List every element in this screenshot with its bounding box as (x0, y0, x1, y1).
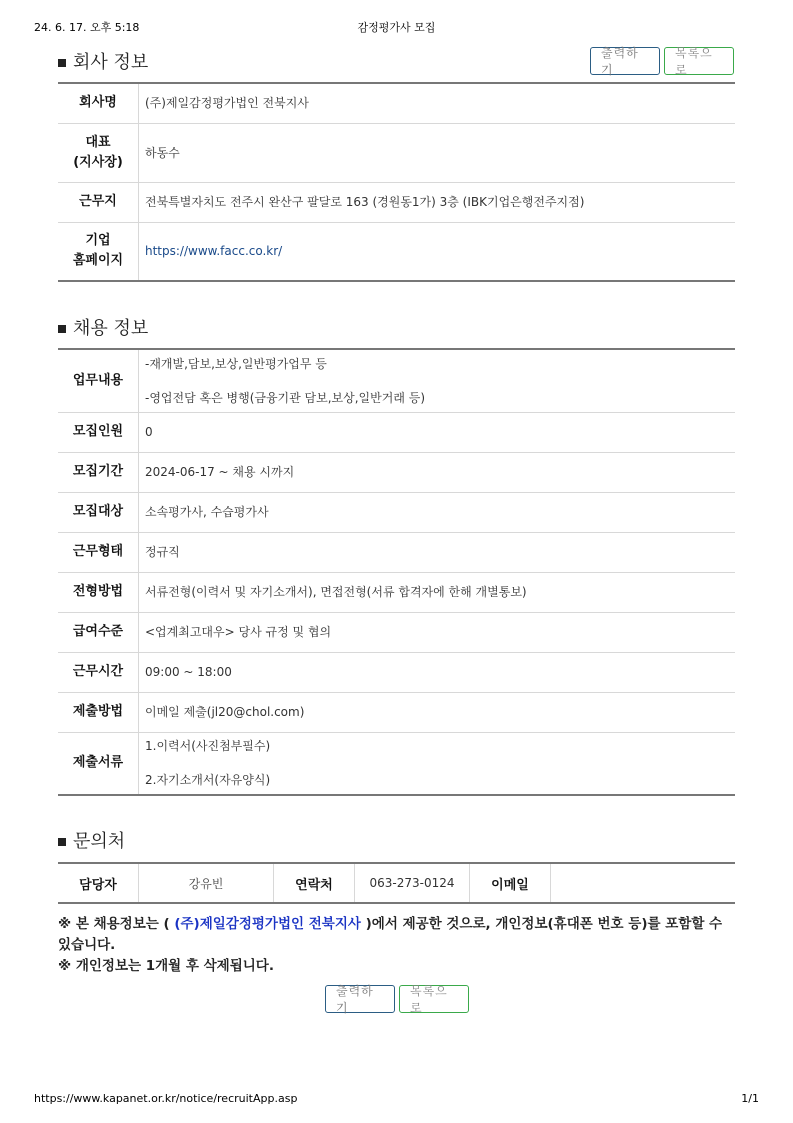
print-button[interactable]: 출력하기 (325, 985, 395, 1013)
recruit-section-title: 채용 정보 (58, 314, 148, 340)
company-section-title: 회사 정보 (58, 48, 148, 74)
list-button[interactable]: 목록으로 (664, 47, 734, 75)
period-value: 2024-06-17 ~ 채용 시까지 (139, 452, 736, 492)
notice-company-name: (주)제일감정평가법인 전북지사 (174, 916, 361, 932)
square-bullet-icon (58, 59, 66, 67)
recruit-row (58, 412, 735, 452)
company-info-table (58, 82, 735, 282)
recruit-row (58, 612, 735, 652)
notice-line-1: ※ 본 채용정보는 ( (주)제일감정평가법인 전북지사 )에서 제공한 것으로, 개인정보(휴대폰 번호 등)를 포함할 수 있습니다. (58, 916, 723, 953)
contact-section-title: 문의처 (58, 827, 125, 853)
recruit-row (58, 349, 735, 412)
company-row-location (58, 182, 735, 222)
work-hours-label: 근무시간 (58, 652, 139, 692)
recruit-info-table (58, 348, 735, 796)
submission-method-label: 제출방법 (58, 692, 139, 732)
print-footer (34, 1092, 759, 1108)
ceo-label: 대표 (지사장) (58, 123, 139, 182)
phone-value: 063-273-0124 (355, 863, 470, 903)
list-button[interactable]: 목록으로 (399, 985, 469, 1013)
privacy-notice (58, 914, 738, 977)
page-number: 1/1 (741, 1092, 759, 1105)
duties-label: 업무내용 (58, 349, 139, 412)
documents-value: 1.이력서(사진첨부필수) 2.자기소개서(자유양식) (145, 739, 271, 788)
company-row-name (58, 83, 735, 123)
employment-type-value: 정규직 (139, 532, 736, 572)
recruit-row (58, 652, 735, 692)
submission-method-value: 이메일 제출(jl20@chol.com) (139, 692, 736, 732)
homepage-label: 기업 홈페이지 (58, 222, 139, 281)
square-bullet-icon (58, 325, 66, 333)
headcount-value: 0 (139, 412, 736, 452)
ceo-value: 하동수 (139, 123, 736, 182)
company-row-ceo (58, 123, 735, 182)
homepage-link[interactable]: https://www.facc.co.kr/ (145, 244, 283, 259)
company-row-homepage (58, 222, 735, 281)
print-header (34, 19, 759, 35)
target-value: 소속평가사, 수습평가사 (139, 492, 736, 532)
company-name-value: (주)제일감정평가법인 전북지사 (139, 83, 736, 123)
employment-type-label: 근무형태 (58, 532, 139, 572)
top-button-row (590, 47, 734, 75)
headcount-label: 모집인원 (58, 412, 139, 452)
square-bullet-icon (58, 838, 66, 846)
location-value: 전북특별자치도 전주시 완산구 팔달로 163 (경원동1가) 3층 (IBK기업은행전주지점) (139, 182, 736, 222)
bottom-button-row (325, 985, 469, 1013)
recruit-row (58, 692, 735, 732)
print-date: 24. 6. 17. 오후 5:18 (34, 21, 140, 34)
recruit-row (58, 452, 735, 492)
selection-method-label: 전형방법 (58, 572, 139, 612)
notice-line-2: ※ 개인정보는 1개월 후 삭제됩니다. (58, 958, 274, 974)
location-label: 근무지 (58, 182, 139, 222)
recruit-row (58, 572, 735, 612)
company-name-label: 회사명 (58, 83, 139, 123)
recruit-row (58, 492, 735, 532)
person-label: 담당자 (58, 863, 139, 903)
print-url: https://www.kapanet.or.kr/notice/recruitApp.asp (34, 1092, 298, 1105)
person-value: 강유빈 (139, 863, 274, 903)
print-title: 감정평가사 모집 (357, 21, 436, 34)
phone-label: 연락처 (274, 863, 355, 903)
target-label: 모집대상 (58, 492, 139, 532)
documents-label: 제출서류 (58, 732, 139, 795)
work-hours-value: 09:00 ~ 18:00 (139, 652, 736, 692)
recruit-row (58, 532, 735, 572)
duties-value: -재개발,담보,보상,일반평가업무 등 -영업전담 혹은 병행(금융기관 담보,보상,일반거래 등) (139, 349, 736, 412)
homepage-value (139, 222, 736, 281)
contact-table (58, 862, 735, 904)
selection-method-value: 서류전형(이력서 및 자기소개서), 면접전형(서류 합격자에 한해 개별통보) (139, 572, 736, 612)
print-button[interactable]: 출력하기 (590, 47, 660, 75)
email-label: 이메일 (470, 863, 551, 903)
recruit-row (58, 732, 735, 795)
period-label: 모집기간 (58, 452, 139, 492)
email-value (551, 863, 736, 903)
salary-value: <업계최고대우> 당사 규정 및 협의 (139, 612, 736, 652)
salary-label: 급여수준 (58, 612, 139, 652)
